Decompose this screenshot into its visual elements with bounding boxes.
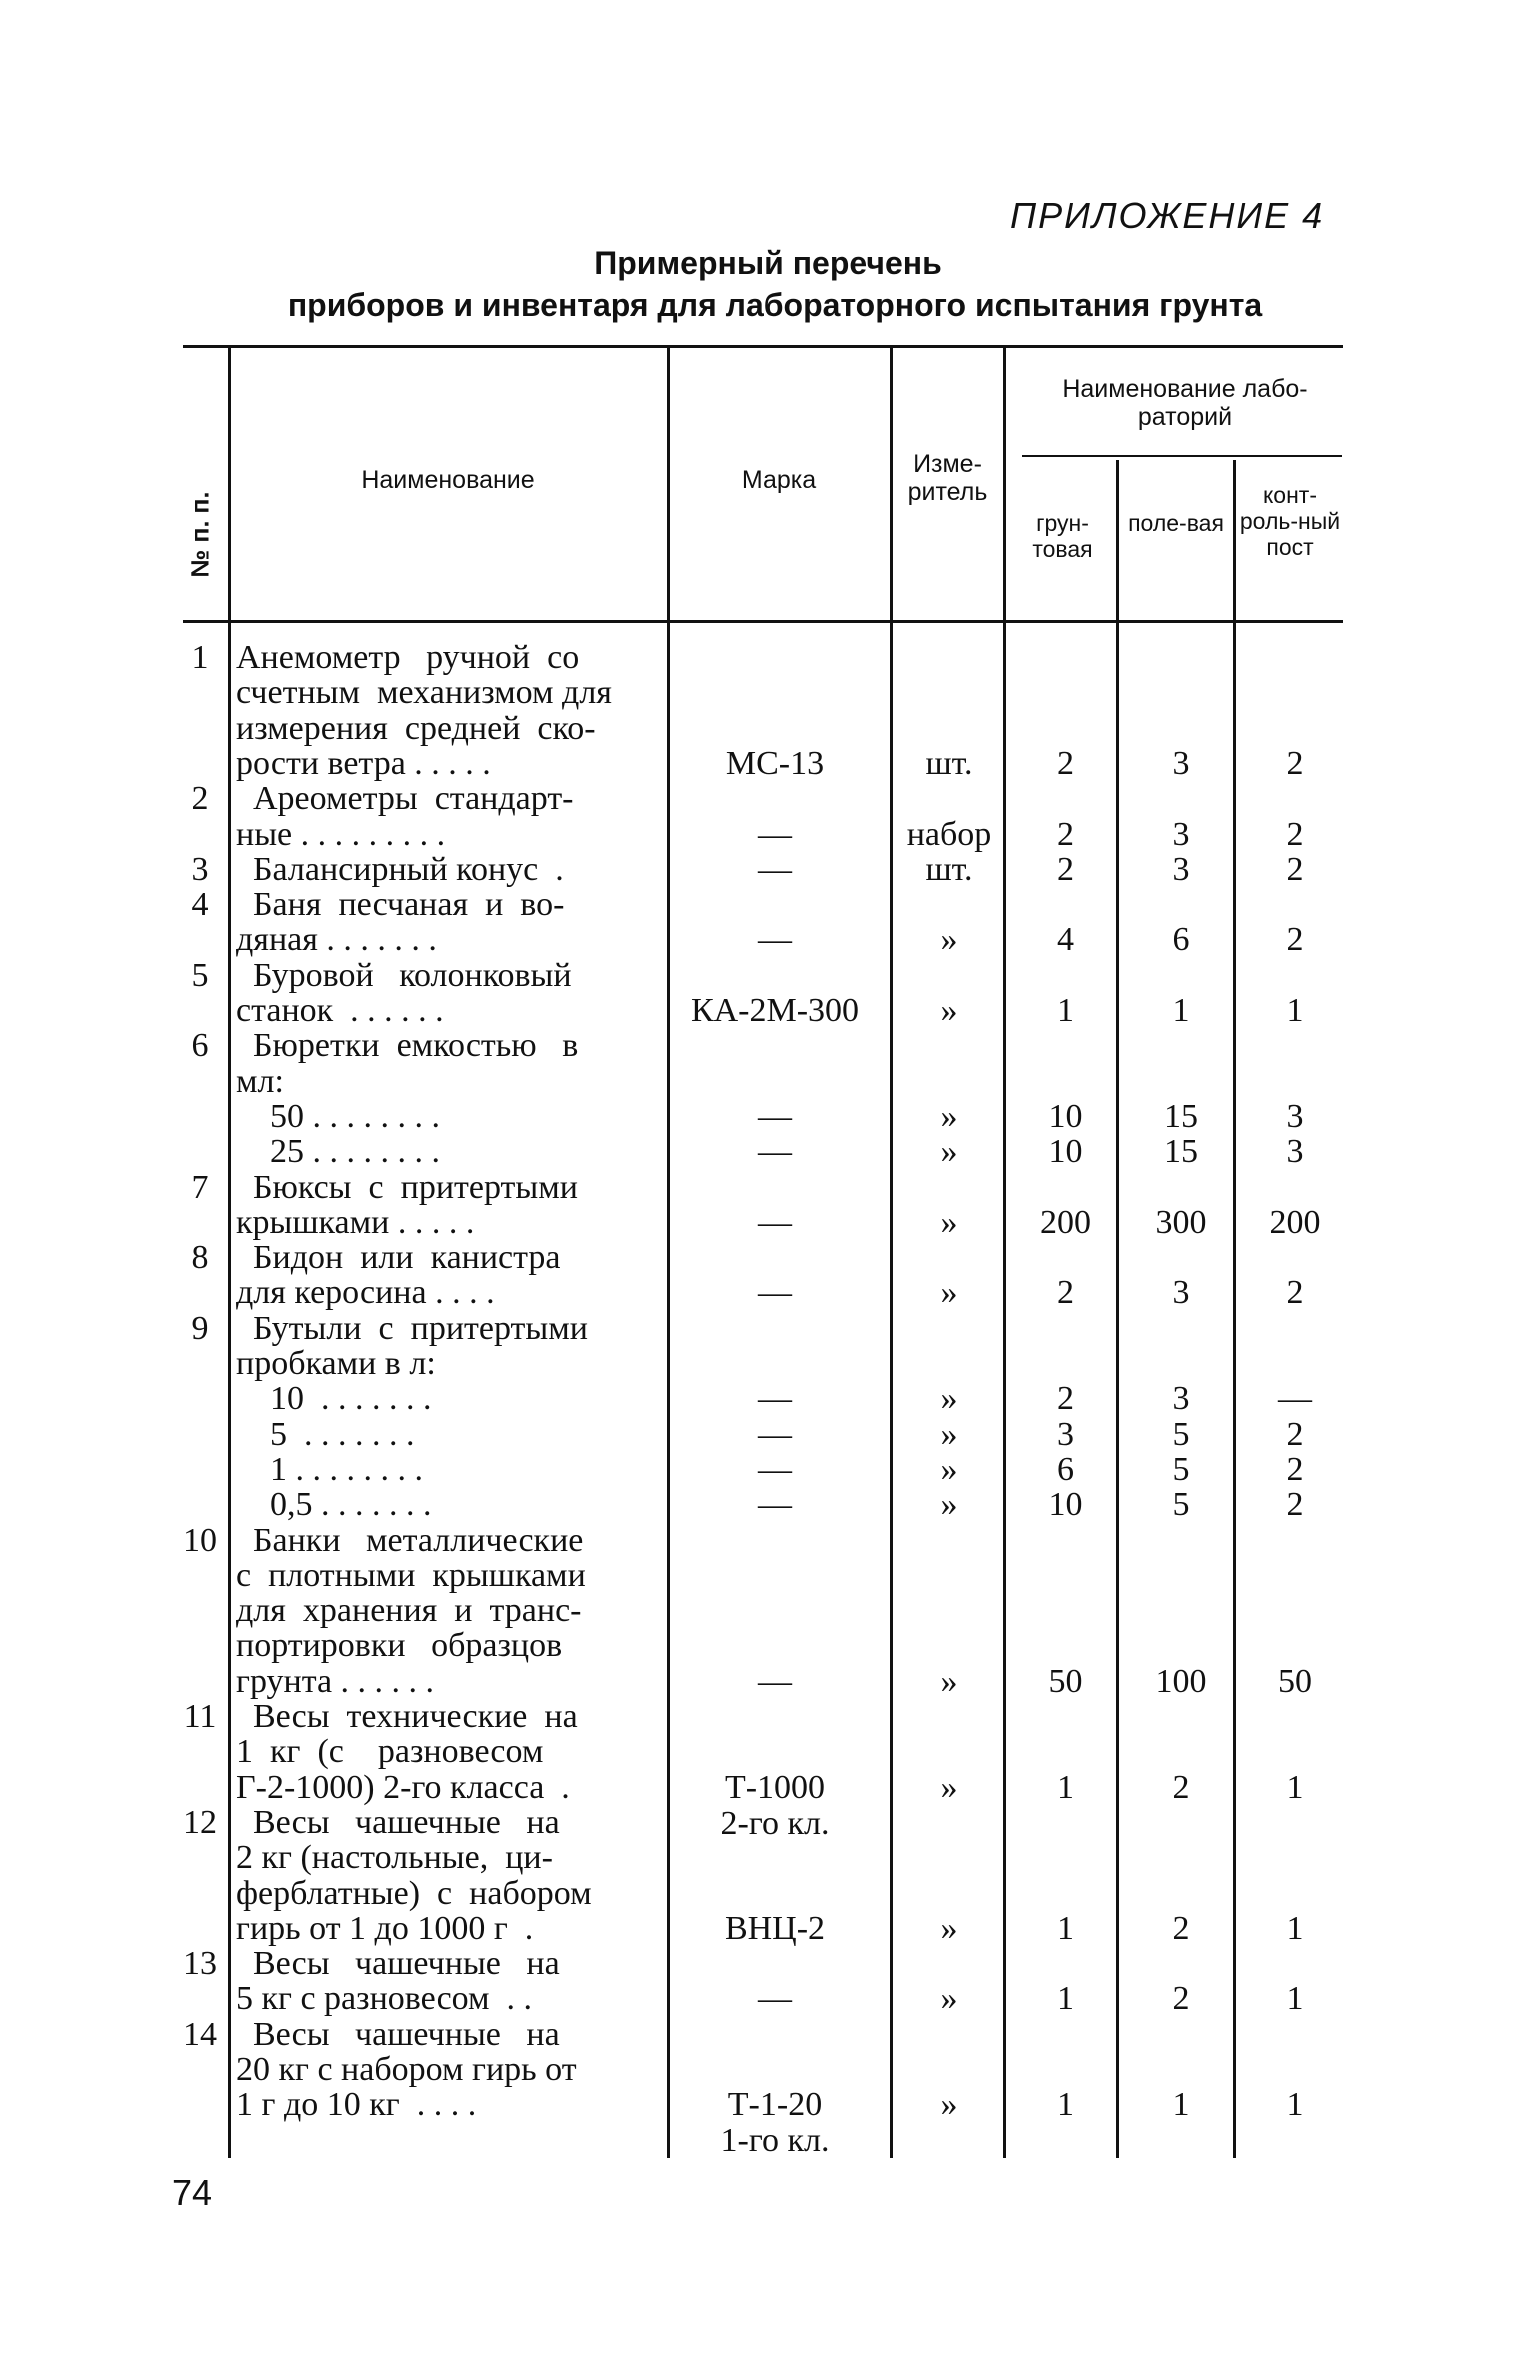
row-control-post: 2	[1286, 744, 1304, 782]
row-number: 1	[191, 639, 209, 676]
row-name-line: грунта . . . . . .	[236, 1662, 435, 1700]
row-field-lab: 5	[1172, 1486, 1190, 1524]
row-brand: —	[758, 1980, 792, 2018]
row-brand: —	[758, 815, 792, 853]
row-unit: »	[940, 921, 958, 959]
row-control-post: 200	[1269, 1203, 1321, 1241]
row-field-lab: 3	[1172, 1380, 1190, 1418]
row-unit: »	[940, 1486, 958, 1524]
row-brand: —	[758, 1486, 792, 1524]
row-name-line: 10 . . . . . . .	[236, 1380, 432, 1418]
page-number: 74	[172, 2172, 213, 2213]
row-field-lab: 100	[1155, 1662, 1207, 1700]
row-name-line: крышками . . . . .	[236, 1203, 475, 1241]
row-control-post: 3	[1286, 1097, 1304, 1135]
row-control-post: 1	[1286, 1980, 1304, 2018]
row-name-line: с плотными крышками	[236, 1556, 586, 1594]
row-control-post: 2	[1286, 1274, 1304, 1312]
page-subtitle: приборов и инвентаря для лабораторного испытания грунта	[287, 287, 1263, 323]
row-brand: —	[758, 1133, 792, 1171]
row-field-lab: 1	[1172, 2086, 1190, 2124]
row-name-line: портировки образцов	[236, 1627, 563, 1665]
row-soil-lab: 2	[1057, 1380, 1074, 1418]
row-name-line: ферблатные) с набором	[236, 1874, 592, 1912]
row-brand: —	[758, 1203, 792, 1241]
table-top-rule	[183, 345, 1343, 348]
row-name-line: рости ветра . . . . .	[236, 744, 491, 782]
row-unit: набор	[906, 815, 992, 853]
row-name-line: для хранения и транс-	[236, 1592, 582, 1630]
header-number: № п. п.	[186, 491, 215, 578]
row-brand: —	[758, 1662, 792, 1700]
row-control-post: —	[1278, 1380, 1312, 1418]
row-field-lab: 3	[1172, 850, 1190, 888]
row-soil-lab: 200	[1040, 1203, 1091, 1241]
row-unit: »	[940, 1415, 958, 1453]
row-unit: »	[940, 1380, 958, 1418]
row-soil-lab: 1	[1057, 2086, 1074, 2124]
row-field-lab: 2	[1172, 1980, 1190, 2018]
row-name-line: Балансирный конус .	[236, 850, 564, 888]
row-unit: »	[940, 1450, 958, 1488]
row-number: 9	[191, 1309, 209, 1347]
page-title: Примерный перечень	[594, 245, 942, 281]
row-brand: —	[758, 850, 792, 888]
row-unit: »	[940, 1133, 958, 1171]
row-field-lab: 6	[1172, 921, 1190, 959]
row-name-line: Анемометр ручной со	[236, 639, 580, 676]
row-field-lab: 3	[1172, 815, 1190, 853]
col-divider-2	[667, 348, 670, 2158]
row-field-lab: 15	[1164, 1097, 1198, 1135]
col-divider-3	[890, 348, 893, 2158]
row-field-lab: 2	[1172, 1768, 1190, 1806]
row-brand: —	[758, 1415, 792, 1453]
row-control-post: 1	[1286, 2086, 1304, 2124]
row-name-line: 2 кг (настольные, ци-	[236, 1839, 553, 1877]
row-control-post: 2	[1286, 1415, 1304, 1453]
row-field-lab: 300	[1155, 1203, 1207, 1241]
row-number: 10	[183, 1521, 217, 1559]
row-name-line: Бутыли с притертыми	[236, 1309, 588, 1347]
row-number: 5	[191, 956, 209, 994]
header-soil: грун-товая	[1032, 510, 1093, 562]
row-field-lab: 3	[1172, 1274, 1190, 1312]
header-field: поле-вая	[1128, 510, 1224, 536]
row-name-line: счетным механизмом для	[236, 674, 612, 712]
header-bottom-rule	[183, 620, 1343, 623]
row-name-line: для керосина . . . .	[236, 1274, 495, 1312]
row-soil-lab: 2	[1057, 1274, 1074, 1312]
row-number: 11	[183, 1698, 217, 1735]
row-unit: »	[940, 1097, 958, 1135]
row-soil-lab: 3	[1057, 1415, 1074, 1453]
row-name-line: станок . . . . . .	[236, 992, 444, 1029]
row-name-line: мл:	[236, 1062, 284, 1100]
row-name-line: 50 . . . . . . . .	[236, 1097, 440, 1135]
header-brand: Марка	[741, 466, 817, 494]
row-unit: »	[940, 992, 958, 1029]
row-number: 6	[191, 1027, 209, 1065]
row-brand: МС-13	[725, 744, 825, 782]
row-control-post: 50	[1278, 1662, 1312, 1700]
row-soil-lab: 50	[1048, 1662, 1083, 1700]
row-name-line: Банки металлические	[236, 1521, 584, 1559]
row-name-line: гирь от 1 до 1000 г .	[236, 1909, 534, 1947]
row-name-line: 20 кг с набором гирь от	[236, 2051, 577, 2088]
row-unit: »	[940, 1662, 958, 1700]
row-soil-lab: 2	[1057, 744, 1074, 782]
row-field-lab: 3	[1172, 744, 1190, 782]
row-number: 13	[183, 1945, 217, 1983]
row-name-line: ные . . . . . . . . .	[236, 815, 446, 853]
row-name-line: Бюксы с притертыми	[236, 1168, 578, 1206]
row-name-line: Буровой колонковый	[236, 956, 572, 994]
row-soil-lab: 10	[1048, 1097, 1083, 1135]
row-control-post: 2	[1286, 815, 1304, 853]
row-brand: —	[758, 1380, 792, 1418]
row-name-line: 5 . . . . . . .	[236, 1415, 415, 1453]
row-unit: »	[940, 1980, 958, 2018]
appendix-label: ПРИЛОЖЕНИЕ 4	[1010, 195, 1325, 236]
header-meter: Изме-ритель	[907, 450, 988, 506]
row-name-line: Весы технические на	[236, 1698, 578, 1735]
row-number: 12	[183, 1803, 217, 1841]
row-brand: —	[758, 1450, 792, 1488]
row-control-post: 2	[1286, 921, 1304, 959]
row-soil-lab: 10	[1048, 1486, 1083, 1524]
row-soil-lab: 2	[1057, 850, 1074, 888]
row-name-line: 1 . . . . . . . .	[236, 1450, 423, 1488]
row-name-line: дяная . . . . . . .	[236, 921, 437, 959]
row-control-post: 2	[1286, 850, 1304, 888]
row-field-lab: 2	[1172, 1909, 1190, 1947]
row-brand: Т-1-20 1-го кл.	[720, 2086, 830, 2160]
row-unit: »	[940, 1274, 958, 1312]
row-soil-lab: 4	[1057, 921, 1074, 959]
row-number: 7	[191, 1168, 209, 1206]
col-divider-4	[1003, 348, 1006, 2158]
row-name-line: Бидон или канистра	[236, 1239, 561, 1277]
row-soil-lab: 2	[1057, 815, 1074, 853]
row-name-line: Весы чашечные на	[236, 1803, 560, 1841]
row-number: 8	[191, 1239, 209, 1277]
row-control-post: 1	[1286, 992, 1304, 1029]
row-name-line: измерения средней ско-	[236, 709, 596, 747]
row-field-lab: 5	[1172, 1415, 1190, 1453]
row-name-line: Весы чашечные на	[236, 2015, 560, 2053]
row-control-post: 2	[1286, 1486, 1304, 1524]
row-unit: шт.	[925, 850, 973, 888]
row-name-line: 1 кг (с разновесом	[236, 1733, 544, 1771]
row-unit: »	[940, 2086, 958, 2124]
row-number: 2	[191, 780, 209, 818]
row-soil-lab: 6	[1057, 1450, 1074, 1488]
row-soil-lab: 1	[1057, 1768, 1074, 1806]
row-brand: КА-2М-300	[690, 992, 860, 1029]
row-name-line: Баня песчаная и во-	[236, 886, 565, 924]
row-brand: —	[758, 1097, 792, 1135]
labs-header-rule	[1022, 455, 1342, 457]
header-labs: Наименование лабо-раторий	[1062, 375, 1308, 431]
row-name-line: 0,5 . . . . . . .	[236, 1486, 432, 1524]
row-unit: »	[940, 1768, 958, 1806]
row-number: 4	[191, 886, 209, 924]
header-name: Наименование	[361, 466, 535, 494]
header-control: конт-роль-ный пост	[1239, 482, 1341, 560]
row-brand: Т-1000 2-го кл.	[720, 1768, 830, 1842]
row-name-line: Весы чашечные на	[236, 1945, 560, 1983]
row-control-post: 1	[1286, 1768, 1304, 1806]
row-brand: —	[758, 921, 792, 959]
row-unit: »	[940, 1909, 958, 1947]
row-name-line: Бюретки емкостью в	[236, 1027, 579, 1065]
row-name-line: Ареометры стандарт-	[236, 780, 574, 818]
row-number: 14	[183, 2015, 217, 2053]
row-soil-lab: 1	[1057, 992, 1074, 1029]
row-unit: »	[940, 1203, 958, 1241]
row-name-line: 1 г до 10 кг . . . .	[236, 2086, 477, 2124]
row-soil-lab: 1	[1057, 1909, 1074, 1947]
row-name-line: 5 кг с разновесом . .	[236, 1980, 533, 2018]
row-control-post: 2	[1286, 1450, 1304, 1488]
row-field-lab: 5	[1172, 1450, 1190, 1488]
row-control-post: 1	[1286, 1909, 1304, 1947]
row-name-line: пробками в л:	[236, 1345, 436, 1382]
row-unit: шт.	[925, 744, 973, 782]
col-divider-1	[228, 348, 231, 2158]
row-brand: —	[758, 1274, 792, 1312]
row-name-line: Г-2-1000) 2-го класса .	[236, 1768, 570, 1806]
row-brand: ВНЦ-2	[724, 1909, 826, 1947]
row-name-line: 25 . . . . . . . .	[236, 1133, 440, 1171]
row-control-post: 3	[1286, 1133, 1304, 1171]
row-field-lab: 1	[1172, 992, 1190, 1029]
row-soil-lab: 10	[1048, 1133, 1083, 1171]
row-soil-lab: 1	[1057, 1980, 1074, 2018]
row-field-lab: 15	[1164, 1133, 1198, 1171]
row-number: 3	[191, 850, 209, 888]
